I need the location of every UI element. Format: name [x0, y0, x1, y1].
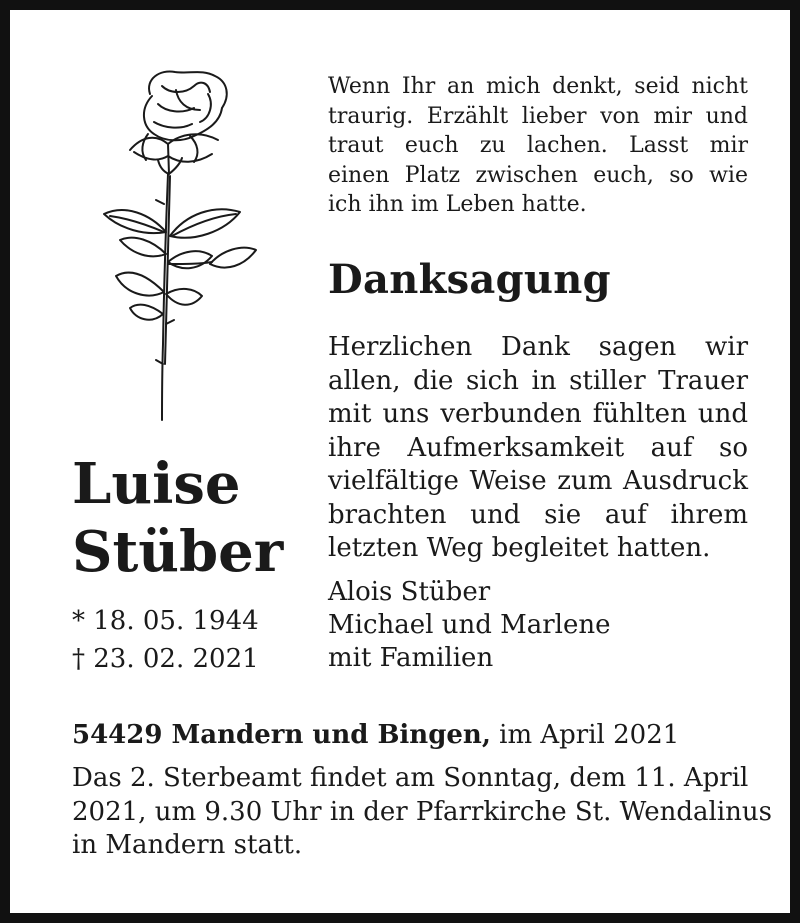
thanks-line: ihre Aufmerksamkeit auf so	[328, 432, 748, 463]
quote-line: Wenn Ihr an mich denkt, seid nicht	[328, 74, 748, 99]
place-date: im April 2021	[490, 720, 680, 750]
place-and-date	[72, 718, 679, 752]
death-date: † 23. 02. 2021	[72, 644, 259, 674]
birth-date: * 18. 05. 1944	[72, 606, 259, 636]
thanks-line: Herzlichen Dank sagen wir	[328, 332, 748, 362]
quote-line: traut euch zu lachen. Lasst mir	[328, 133, 748, 158]
notice-line: in Mandern statt.	[72, 830, 303, 860]
deceased-last-name: Stüber	[72, 519, 284, 585]
rose-icon	[90, 64, 260, 424]
signer-name: Michael und Marlene	[328, 610, 611, 640]
service-notice	[72, 762, 772, 863]
signer-name: mit Familien	[328, 643, 494, 673]
quote-line: einen Platz zwischen euch, so wie	[328, 162, 748, 188]
signer-name: Alois Stüber	[328, 577, 491, 607]
memorial-quote	[328, 72, 748, 220]
page-title: Danksagung	[328, 256, 611, 303]
thanks-paragraph	[328, 331, 748, 566]
deceased-first-name: Luise	[72, 451, 241, 517]
deceased-name	[72, 450, 283, 586]
thanks-line: letzten Weg begleitet hatten.	[328, 533, 711, 563]
thanks-line: mit uns verbunden fühlten und	[328, 399, 748, 429]
quote-line: ich ihn im Leben hatte.	[328, 192, 587, 217]
thanks-line: allen, die sich in stiller Trauer	[328, 365, 748, 396]
thanks-line: brachten und sie auf ihrem	[328, 499, 748, 530]
notice-line: 2021, um 9.30 Uhr in der Pfarrkirche St. Wendalinus	[72, 796, 772, 827]
life-dates	[72, 602, 259, 678]
thanks-line: vielfältige Weise zum Ausdruck	[328, 466, 748, 496]
signers-list	[328, 576, 611, 675]
notice-line: Das 2. Sterbeamt findet am Sonntag, dem 11. April	[72, 763, 749, 793]
place-location: 54429 Mandern und Bingen,	[72, 720, 491, 750]
quote-line: traurig. Erzählt lieber von mir und	[328, 103, 748, 129]
